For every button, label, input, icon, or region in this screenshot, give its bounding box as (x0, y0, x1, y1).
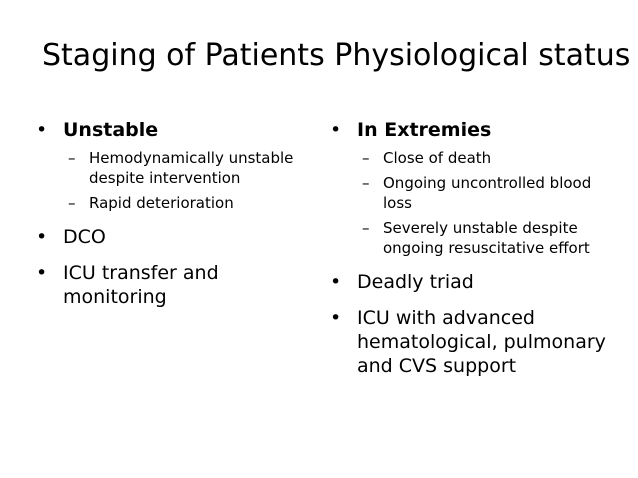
bullet-text: ICU with advanced hematological, pulmonary and CVS support (357, 307, 606, 377)
sub-bullet-text: Close of death (383, 149, 492, 167)
bullet-icon: • (36, 262, 48, 284)
bullet-heading-unstable: Unstable (63, 119, 159, 141)
sub-bullet-text: Hemodynamically unstable despite intervention (89, 149, 294, 187)
sub-bullet-text: Severely unstable despite ongoing resuscitative effort (383, 219, 590, 257)
bullet-icon: • (330, 119, 342, 141)
sub-bullet-item (36, 148, 306, 188)
left-column (36, 118, 306, 321)
dash-icon: – (68, 149, 76, 167)
sub-bullet-item (330, 173, 620, 213)
bullet-item (36, 225, 306, 249)
bullet-item (330, 306, 620, 378)
sub-bullet-text: Ongoing uncontrolled blood loss (383, 174, 592, 212)
sub-bullet-text: Rapid deterioration (89, 194, 234, 212)
bullet-heading-in-extremies: In Extremies (357, 119, 492, 141)
sub-bullet-item (36, 193, 306, 213)
dash-icon: – (362, 219, 370, 237)
bullet-icon: • (330, 271, 342, 293)
bullet-icon: • (330, 307, 342, 329)
bullet-item (36, 261, 306, 309)
bullet-item (330, 118, 620, 142)
bullet-item (36, 118, 306, 142)
bullet-text: DCO (63, 226, 106, 248)
sub-bullet-item (330, 148, 620, 168)
dash-icon: – (362, 174, 370, 192)
dash-icon: – (362, 149, 370, 167)
dash-icon: – (68, 194, 76, 212)
bullet-icon: • (36, 119, 48, 141)
bullet-icon: • (36, 226, 48, 248)
bullet-item (330, 270, 620, 294)
sub-bullet-item (330, 218, 620, 258)
right-column (330, 118, 620, 390)
bullet-text: Deadly triad (357, 271, 474, 293)
slide-title: Staging of Patients Physiological status (42, 38, 631, 73)
bullet-text: ICU transfer and monitoring (63, 262, 219, 308)
